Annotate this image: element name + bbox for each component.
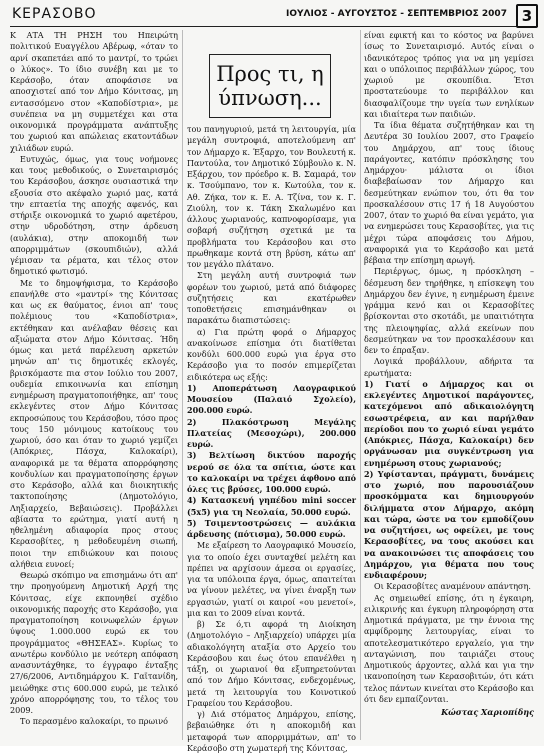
paragraph: του πανηγυριού, μετά τη λειτουργία, μία μεγάλη συντροφιά, αποτελούμενη απ' τον Δήμαρχο κ. Έξαρχο, τον Βουλευτή κ. Παντούλα, τον Δημοτικό Σύμβουλο κ. Ν. Εξάρχου, τον πρόεδρο κ. Β. Σαμαρά, τον κ. Τσούμπανο, τον κ. Κωτούλα, τον κ. Αθ. Ζήκα, τον κ. Ε. Α. Τζίνα, τον κ. Γ. Ζιούλη, τον κ. Τάκη Σκαλωμένο και άλλους χωριανούς, καπνοφορίσαμε, για σοβαρή συζήτηση σχετικά με τα προβλήματα του Κεράσοβου και στο πρωθηκαμε κοντά στη βρύση, κάτω απ' τον μεγάλο πλάτανο. — [187, 125, 356, 269]
paragraph: Στη μεγάλη αυτή συντροφιά των φορέων του χωριού, μετά από διάφορες συζητήσεις και εκατέρωθεν τοποθετήσεις επισημάνθηκαν οι παρακάτω διαπιστώσεις: — [187, 271, 356, 326]
paragraph: είναι εφικτή και το κόστος να βαρύνει ίσως το Συνεταιρισμό. Αυτός είναι ο ιδανικότερος τρόπος για να μη γεμίσει και ο υπόλοιπος περιβάλλων χώρος, του χωριού με σκουπίδια. Έτσι προστατεύουμε το περιβάλλον και διασφαλίζουμε την υγεία των ενηλίκων και ιδιαίτερα των παιδιών. — [364, 31, 534, 119]
section-name: ΚΕΡΑΣΟΒΟ — [12, 6, 97, 22]
list-item: 5) Τσιμεντοστρώσεις — αυλάκια άρδευσης (πότισμα), 50.000 ευρώ. — [187, 517, 356, 539]
paragraph: Οι Κερασοβίτες αναμένουν απάντηση. — [374, 582, 531, 592]
paragraph: Με το δημοψήφισμα, το Κεράσοβο επανήλθε στο «μαντρί» της Κόνιτσας και ως εκ θαύματος, ένιοι απ' τους πολέμιους του «Καποδίστρια», εκτέθηκαν και ανέλαβαν θέσεις και αξιώματα στον Δήμο Κόνιτσας. Ήδη όμως και μετά παρέλευση αρκετών μηνών απ' τις δημοτικές εκλογές, βρισκόμαστε πια στον Ιούλιο του 2007, ουδεμία επικοινωνία και επίσημη ενημέρωση πραγματοποιήθηκε, απ' τους εκλεγέντες στον Δήμο Κόνιτσας εκπροσώπους του Κεράσοβου, τόσο προς τους 150 μόνιμους κατοίκους του χωριού, όσο και όταν το χωριό γεμίζει (Απόκριες, Πάσχα, Καλοκαίρι), αναφορικά με τα θέματα απορρόφησης κονδυλίων και πραγματοποίησης έργων στο Κεράσοβο, αλλά και διοικητικής τακτοποίησης (Δημοτολόγιο, Ληξιαρχείο, Βεβαιώσεις). Προβάλλει αβίαστα το ερώτημα, γιατί αυτή η ηθελημένη αδιαφορία προς στους Κερασοβίτες, η μεθοδευμένη σιωπή, ποιοι την επιδιώκουν και ποιους αλήθεια ευνοεί; — [10, 278, 178, 569]
list-item: 2) Υφίστανται, πράγματι, δυνάμεις στο χωριό, που παρουσιάζουν προσκόμματα και δημιουργούν διλήμματα στον Δήμαρχο, ακόμη και τώρα, ώστε να τον εμποδίζουν να συζητήσει, ως οφείλει, με τους Κερασοβίτες, να τους ακούσει και να ανακοινώσει τις αποφάσεις του Δημάρχου, για θέματα που τους ενδιαφέρουν; — [364, 468, 534, 580]
article-title-box — [209, 54, 331, 118]
list-item: 1) Γιατί ο Δήμαρχος και οι εκλεγέντες Δημοτικοί παράγοντες, κατεχόμενοι από αδικαιολόγητη εσωστρέφεια, αν και παρήλθαν περίοδοι που το χωριό είναι γεμάτο (Απόκριες, Πάσχα, Καλοκαίρι) δεν οργάνωσαν μια συγκέντρωση για ενημέρωση στους χωριανούς; — [364, 378, 534, 468]
list-item: 1) Αποπεράτωση Λαογραφικού Μουσείου (Παλαιό Σχολείο), 200.000 ευρώ. — [187, 382, 356, 416]
column-divider — [182, 30, 183, 740]
paragraph: γ) Διά στόματος Δημάρχου, επίσης, βεβαιώθηκε ότι η αποκομιδή και μεταφορά των απορριμμάτων, απ' το Κεράσοβο στη χωματερή της Κόνιτσας, — [187, 710, 356, 753]
column-1 — [10, 30, 178, 728]
paragraph: Ας σημειωθεί επίσης, ότι η έγκαιρη, ειλικρινής και έγκυρη πληροφόρηση στα Δημοτικά πράγματα, με την έννοια της αμφίδρομης λειτουργίας, είναι το αποτελεσματικότερο εργαλείο, για την ανταγώνιση, που ταιριάζει στους Δημοτικούς άρχοντες, αλλά και για την ικανοποίηση των Κερασοβιτών, ότι κάτι τελος πάντων κινείται στο Κεράσοβο και ότι δεν εμπαίζονται. — [364, 593, 534, 704]
author-signature: Κώστας Χαριοπίδης — [441, 707, 534, 717]
page-number: 3 — [516, 4, 538, 28]
paragraph: Θεωρώ σκόπιμο να επισημάνω ότι απ' την προηγούμενη Δημοτική Αρχή της Κόνιτσας, είχε εκπονηθεί σχέδιο οικονομικής παροχής στο Κεράσοβο, για πραγματοποίηση κοινωφελών έργων ύψους 1.000.000 ευρώ εκ του προγράμματος «ΘΗΣΕΑΣ». Κυρίως το ανωτέρω κονδύλιο με νεότερη απόφαση ανασυντάχθηκε, το έγγραφο ένταξης 27/6/2006, Αντιδημάρχου Κ. Γαϊτανίδη, μειώθηκε στις 600.000 ευρώ, με τελικό χρόνο απορρόφησης του, το τέλος του 2009. — [10, 571, 178, 715]
paragraph: Λογικά προβάλλουν, αδήριτα τα ερωτήματα: — [364, 357, 534, 378]
paragraph: Ευτυχώς, όμως, για τους νοήμονες και τους μεθοδικούς, ο Συνεταιρισμός του Κεράσοβου, άσκησε ουσιαστικά την εξουσία στο ακέφαλο χωριό μας, κατά την επταετία της αποχής αφενός, και στήριξε οικονομικά το χωριό αφετέρου, στην υδροδότηση, στην άρδευση (αυλάκια), στην αποκομιδή των απορριμμάτων (σκουπιδιών), αλλά γέμισαν τα ρέματα, και τέλος στον δημοτικό φωτισμό. — [10, 154, 178, 277]
list-item: 3) Βελτίωση δικτύου παροχής νερού σε όλα τα σπίτια, ώστε και το καλοκαίρι να τρέχει άφθονο από όλες τις βρύσες, 100.000 ευρώ. — [187, 450, 356, 494]
article-title: Προς τι, η ύπνωση... — [216, 62, 324, 110]
paragraph: Τα ίδια θέματα συζητήθηκαν και τη Δευτέρα 30 Ιουλίου 2007, στο Γραφείο του Δημάρχου, απ' τους ίδιους παράγοντες, κατόπιν πρόσκλησης του Δημάρχου· μάλιστα οι ίδιοι διαβεβαίωσαν τον Δήμαρχο και δεσμεύτηκαν ενώπιον του, ότι θα τον προσκαλέσουν στις 17 ή 18 Αυγούστου 2007, όταν το χωριό θα είναι γεμάτο, για να ενημερώσει τους Κερασοβίτες, για τις μέχρι τώρα αποφάσεις του Δήμου, αναφορικά για το Κεράσοβο και μετά βέβαια την επίσημη αρωγή. — [364, 121, 535, 265]
list-item: 4) Κατασκευή γηπέδου mini soccer (5x5) για τη Νεολαία, 50.000 ευρώ. — [187, 495, 356, 517]
column-divider — [360, 30, 361, 740]
paragraph: β) Σε ό,τι αφορά τη Διοίκηση (Δημοτολόγιο – Ληξιαρχείο) υπάρχει μία αδιακολόγητη αταξία στο Αρχείο του Κεράσοβου και έως ότου επανέλθει η τάξη, οι χωριανοί θα εξυπηρετούνται από τον Δήμο Κόνιτσας, ενδεχομένως, μετά τη λειτουργία του Κοινοτικού Γραφείου του Κεράσοβου. — [187, 620, 356, 708]
paragraph: Περιέργως, όμως, η πρόσκληση – δέσμευση δεν τηρήθηκε, η επίσκεψη του Δημάρχου δεν έγινε, η ενημέρωση έμεινε γράμμα κενό και οι Κερασοβίτες βρίσκονται στο σκοτάδι, με υπαιτιότητα της πλειοψηφίας, αλλά εκείνων που δεσμεύτηκαν να τον προσκαλέσουν και δεν το έπραξαν. — [364, 267, 534, 355]
paragraph: Με εξαίρεση το Λαογραφικό Μουσείο, για το οποίο έχει συνταχθεί μελέτη και πρέπει να αρχίσουν άμεσα οι εργασίες, για τα υπόλοιπα έργα, όμως, απαιτείται να γίνουν μελέτες, να γίνει έναρξη των εργασιών, γιατί οι καιροί «ου μενετοί», μια και το 2009 είναι κοντά. — [187, 541, 356, 618]
page-header — [10, 4, 538, 27]
column-3 — [364, 30, 534, 718]
column-2 — [187, 124, 356, 754]
list-item: 2) Πλακόστρωση Μεγάλης Πλατείας (Μεσοχώρι), 200.000 ευρώ. — [187, 416, 356, 449]
paragraph: Κ ΑΤΑ ΤΗ ΡΗΣΗ του Ηπειρώτη πολιτικού Ευαγγέλου Αβέρωφ, «όταν το αρνί σκαπετάει από το μαντρί, το τρώει ο λύκος». Το ίδιο συνέβη και με το Κεράσοβο, όταν αποφάσισε να αποσχιστεί από τον Δήμο Κόνιτσας, μη εντασσόμενο στον «Καποδίστρια», με συνέπεια να μη συμμετέχει και στα οικονομικά προγράμματα ανάπτυξης του χωριού και απώλειας εκατοντάδων χιλιάδων ευρώ. — [10, 31, 178, 153]
issue-date: ΙΟΥΛΙΟΣ - ΑΥΓΟΥΣΤΟΣ - ΣΕΠΤΕΜΒΡΙΟΣ 2007 — [286, 9, 507, 19]
paragraph: Το περασμένο καλοκαίρι, το πρωινό — [20, 717, 168, 727]
paragraph: α) Για πρώτη φορά ο Δήμαρχος ανακοίνωσε επίσημα ότι διατίθεται κονδύλι 600.000 ευρώ για έργα στο Κεράσοβο για το ποσόν επιμερίζεται ειδικότερα ως εξής: — [187, 327, 356, 382]
